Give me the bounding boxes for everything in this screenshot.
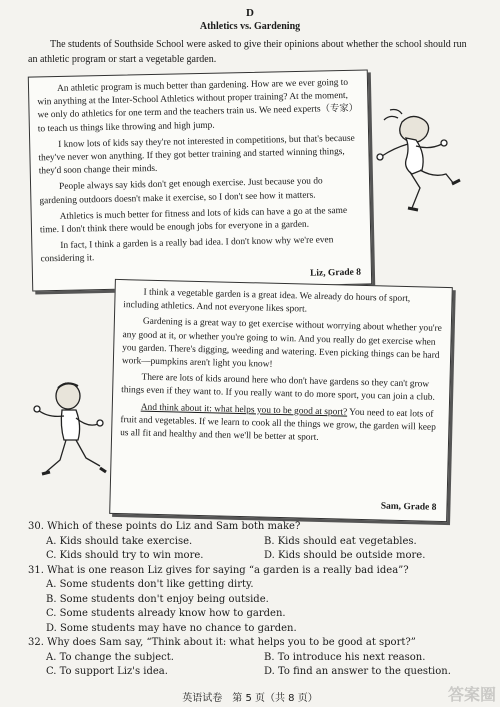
passage-intro: The students of Southside School were asked to give their opinions about whether the school should run an athletic program or start a vegetable garden. — [28, 39, 467, 65]
running-boy-illustration — [30, 378, 115, 493]
answer-option: B. To introduce his next reason. — [264, 651, 426, 663]
sam-paragraph: There are lots of kids around here who don't have gardens so they can't grow things even if they want to. If you really want to do more sport, you can join a club. — [121, 372, 435, 404]
liz-paragraph: An athletic program is much better than gardening. How are we ever going to win anything at the Inter-School Athletics without proper training? At the moment, we only do athletics for one term and the teachers train us. We need experts（专家）to teach us things like throwing and high jump. — [37, 77, 359, 134]
answer-option: C. Kids should try to win more. — [46, 550, 204, 561]
answer-option: C. To support Liz's idea. — [46, 666, 168, 677]
sam-paragraph-last — [120, 401, 441, 448]
answer-option: A. To change the subject. — [46, 651, 174, 663]
options-group — [28, 578, 488, 636]
answer-option: B. Some students don't enjoy being outside. — [46, 593, 269, 605]
answer-option: D. To find an answer to the question. — [264, 666, 451, 677]
answer-option: A. Some students don't like getting dirty. — [46, 579, 254, 590]
sam-last-text: You need to eat lots of fruit and vegetables. If we learn to cook all the things we grow, the garden will keep us all fit and healthy and then we'll be better at sport. — [120, 407, 436, 443]
underlined-question: And think about it: what helps you to be good at sport? — [140, 402, 348, 418]
answer-option: C. Some students already know how to garden. — [46, 608, 286, 619]
sam-signature: Sam, Grade 8 — [380, 501, 437, 513]
question-stem: 31. What is one reason Liz gives for saying “a garden is a really bad idea”? — [28, 564, 409, 576]
liz-paragraph: Athletics is much better for fitness and lots of kids can have a go at the same time. I don't think there would be enough jobs for everyone in a garden. — [39, 205, 348, 236]
answer-option: D. Some students may have no chance to garden. — [46, 622, 297, 634]
watermark-logo: 答案圈 — [447, 685, 496, 704]
options-group — [28, 651, 488, 680]
running-girl-illustration — [372, 108, 472, 223]
sam-paragraph: Gardening is a great way to get exercise without worrying about whether you're any good at it, or whether you're going to win. And you really do get exercise when you garden. There's digging, weeding and watering. Even picking things can be hard work—pumpkins aren't light you know! — [121, 317, 442, 370]
question-stem: 30. Which of these points do Liz and Sam both make? — [28, 521, 301, 532]
answer-option: D. Kids should be outside more. — [264, 550, 426, 561]
options-group — [28, 535, 488, 564]
liz-paragraph: In fact, I think a garden is a really bad idea. I don't know why we're even considering it. — [40, 235, 334, 265]
liz-opinion-box — [28, 69, 372, 291]
question-stem: 32. Why does Sam say, “Think about it: what helps you to be good at sport?” — [28, 637, 416, 648]
page-footer: 英语试卷 第 5 页（共 8 页） — [182, 693, 318, 704]
answer-option: B. Kids should eat vegetables. — [264, 535, 417, 547]
question-list — [28, 520, 488, 680]
answer-option: A. Kids should take exercise. — [46, 535, 193, 547]
passage-title: Athletics vs. Gardening — [199, 21, 301, 32]
liz-paragraph: I know lots of kids say they're not interested in competitions, but that's because they've never won anything. If they got better training and started winning things, they'd soon change their minds. — [38, 133, 355, 177]
section-letter: D — [246, 7, 254, 19]
liz-paragraph: People always say kids don't get enough exercise. Just because you do gardening outdoors doesn't make it exercise, so I don't see how it matters. — [39, 176, 323, 206]
liz-signature: Liz, Grade 8 — [309, 267, 362, 279]
sam-paragraph: I think a vegetable garden is a great idea. We already do hours of sport, including athletics. And not everyone likes sport. — [123, 287, 411, 315]
sam-opinion-box — [109, 279, 453, 522]
